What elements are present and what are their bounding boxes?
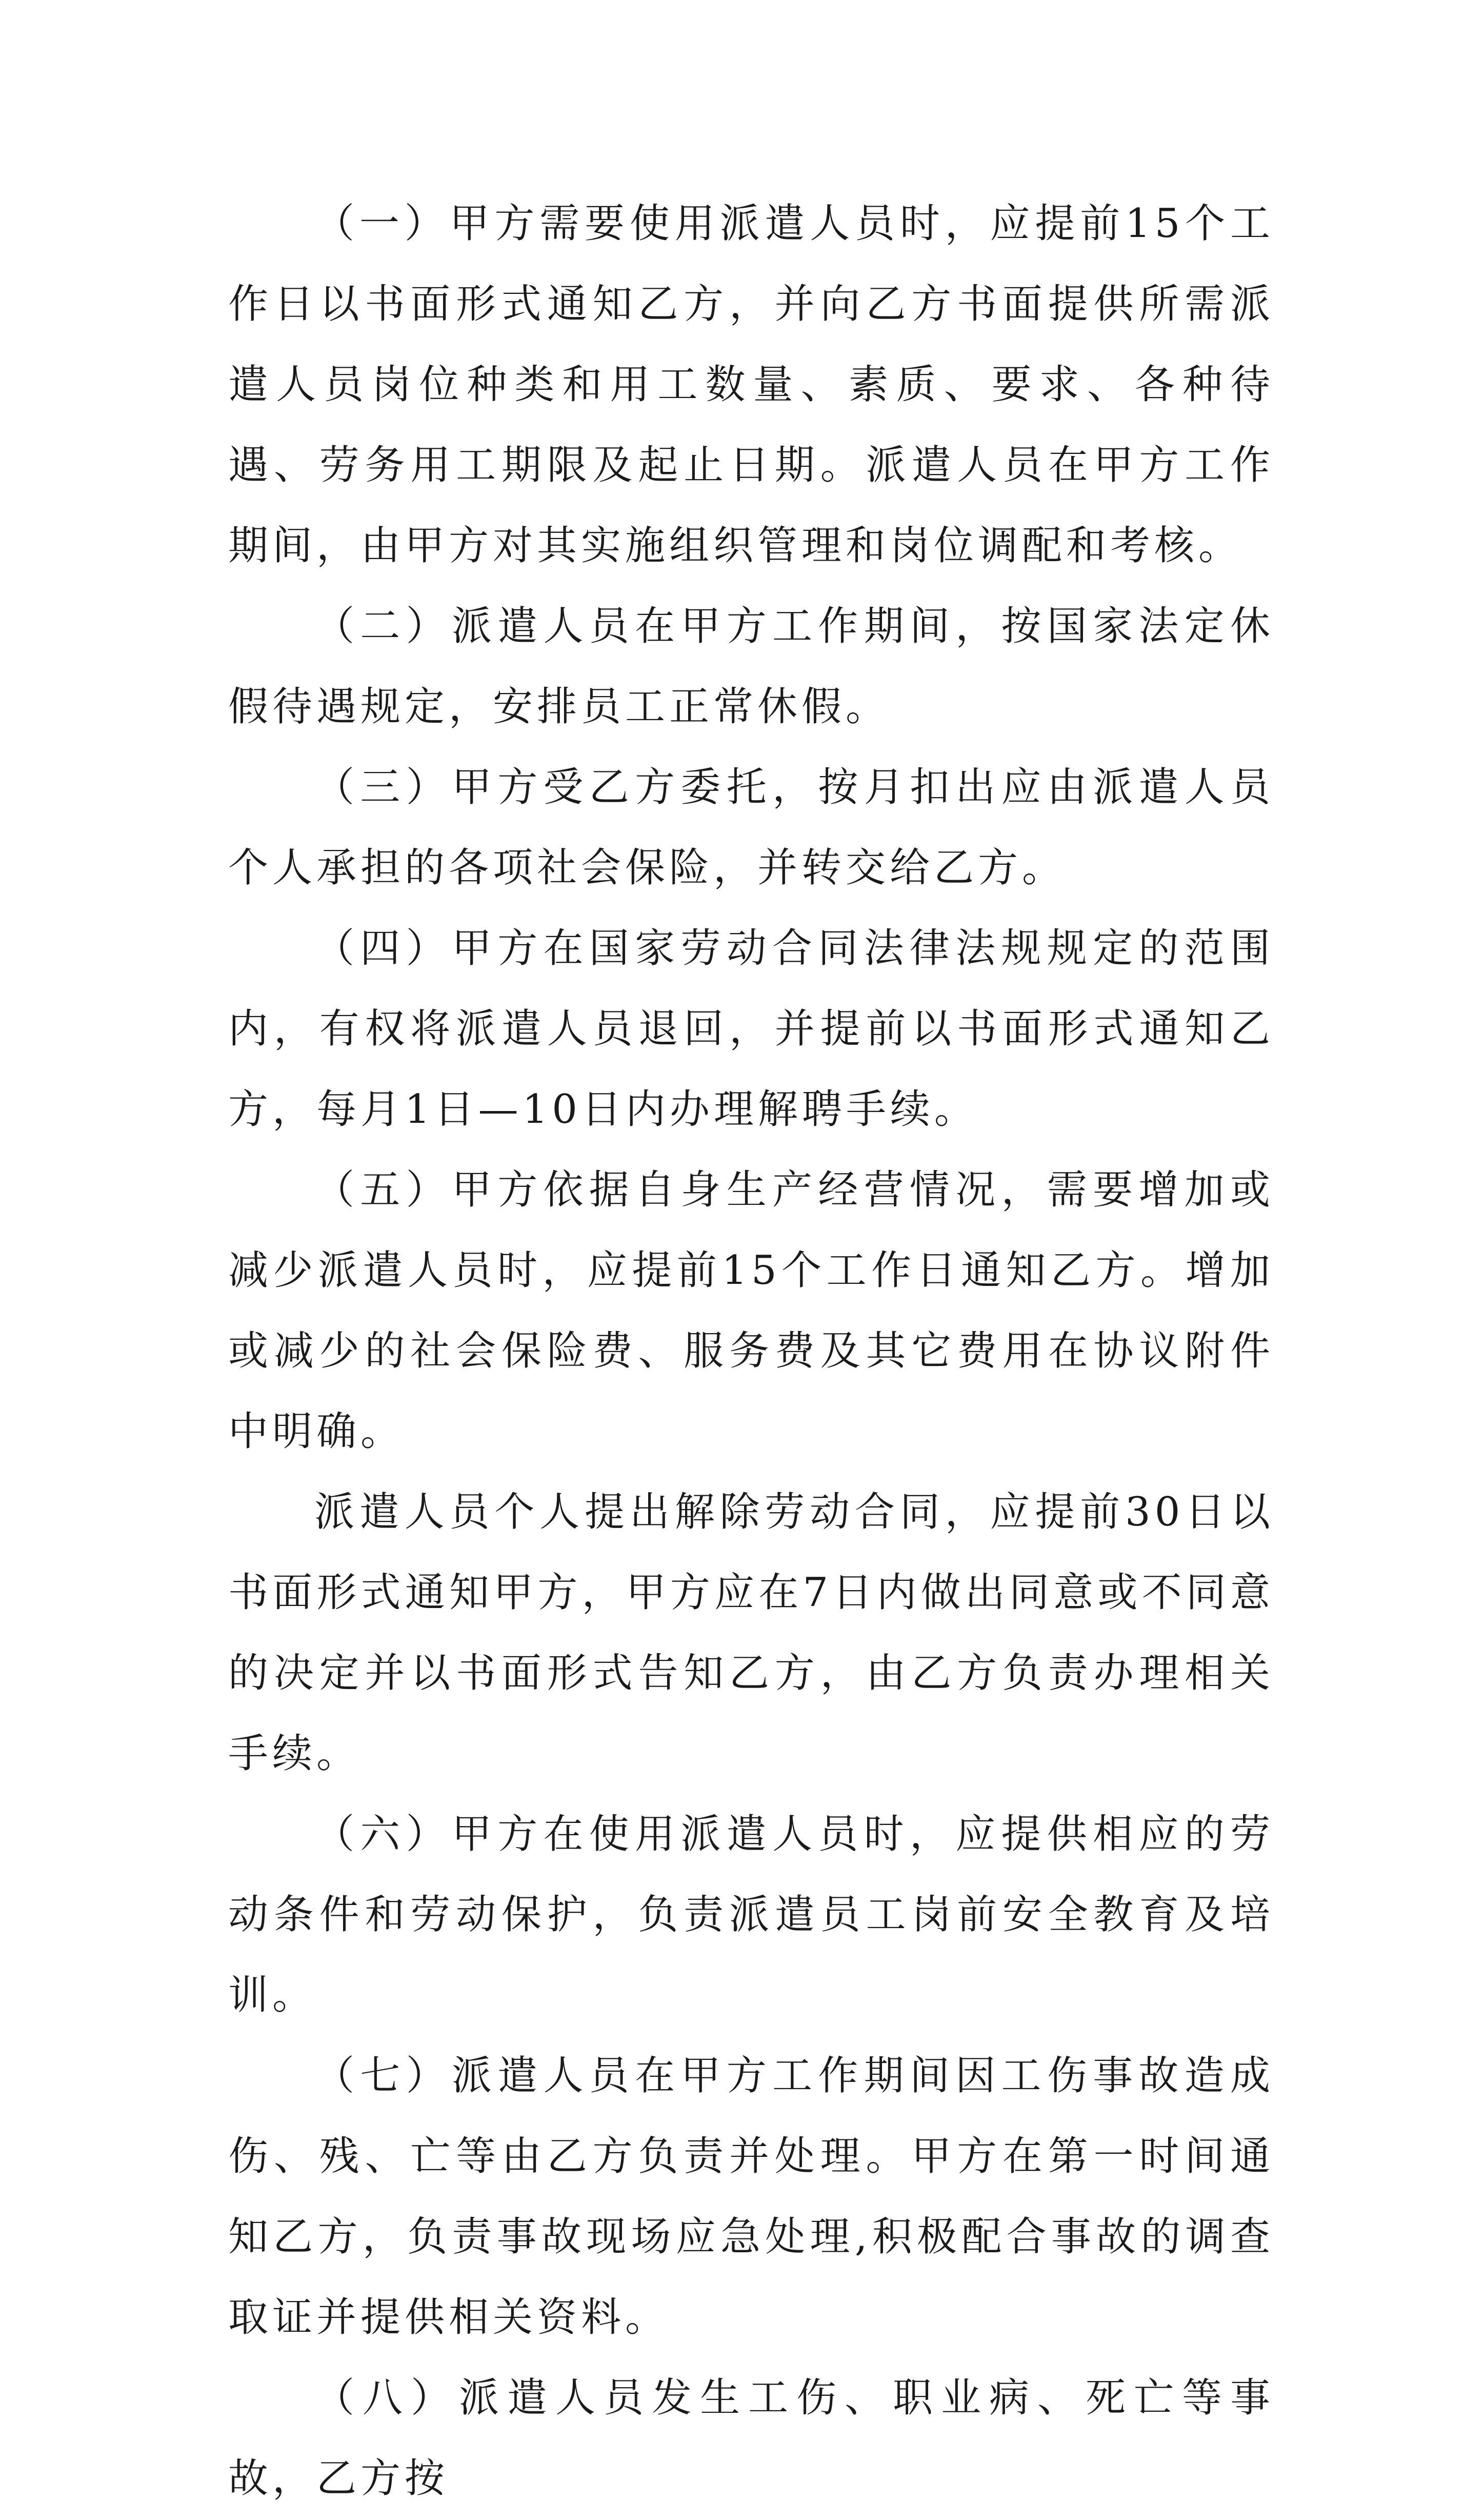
paragraph-5: （五）甲方依据自身生产经营情况，需要增加或减少派遣人员时，应提前15个工作日通知乙方。增加或减少的社会保险费、服务费及其它费用在协议附件中明确。 (228, 1167, 1274, 1455)
paragraph-8: （七）派遣人员在甲方工作期间因工伤事故造成伤、残、亡等由乙方负责并处理。甲方在第一时间通知乙方，负责事故现场应急处理,积极配合事故的调查取证并提供相关资料。 (228, 2053, 1274, 2341)
paragraph-6: 派遣人员个人提出解除劳动合同，应提前30日以书面形式通知甲方，甲方应在7日内做出同意或不同意的决定并以书面形式告知乙方，由乙方负责办理相关手续。 (228, 1489, 1274, 1777)
paragraph-2: （二）派遣人员在甲方工作期间，按国家法定休假待遇规定，安排员工正常休假。 (228, 603, 1274, 730)
paragraph-1: （一）甲方需要使用派遣人员时，应提前15个工作日以书面形式通知乙方，并向乙方书面提供所需派遣人员岗位种类和用工数量、素质、要求、各种待遇、劳务用工期限及起止日期。派遣人员在甲方工作期间，由甲方对其实施组织管理和岗位调配和考核。 (228, 201, 1274, 569)
document-body (228, 184, 1274, 2519)
paragraph-7: （六）甲方在使用派遣人员时，应提供相应的劳动条件和劳动保护，负责派遣员工岗前安全教育及培训。 (228, 1811, 1274, 2018)
paragraph-4: （四）甲方在国家劳动合同法律法规规定的范围内，有权将派遣人员退回，并提前以书面形式通知乙方，每月1日—10日内办理解聘手续。 (228, 925, 1274, 1133)
paragraph-3: （三）甲方受乙方委托，按月扣出应由派遣人员个人承担的各项社会保险，并转交给乙方。 (228, 764, 1274, 891)
paragraph-9: （八）派遣人员发生工伤、职业病、死亡等事故，乙方按 (228, 2375, 1274, 2502)
